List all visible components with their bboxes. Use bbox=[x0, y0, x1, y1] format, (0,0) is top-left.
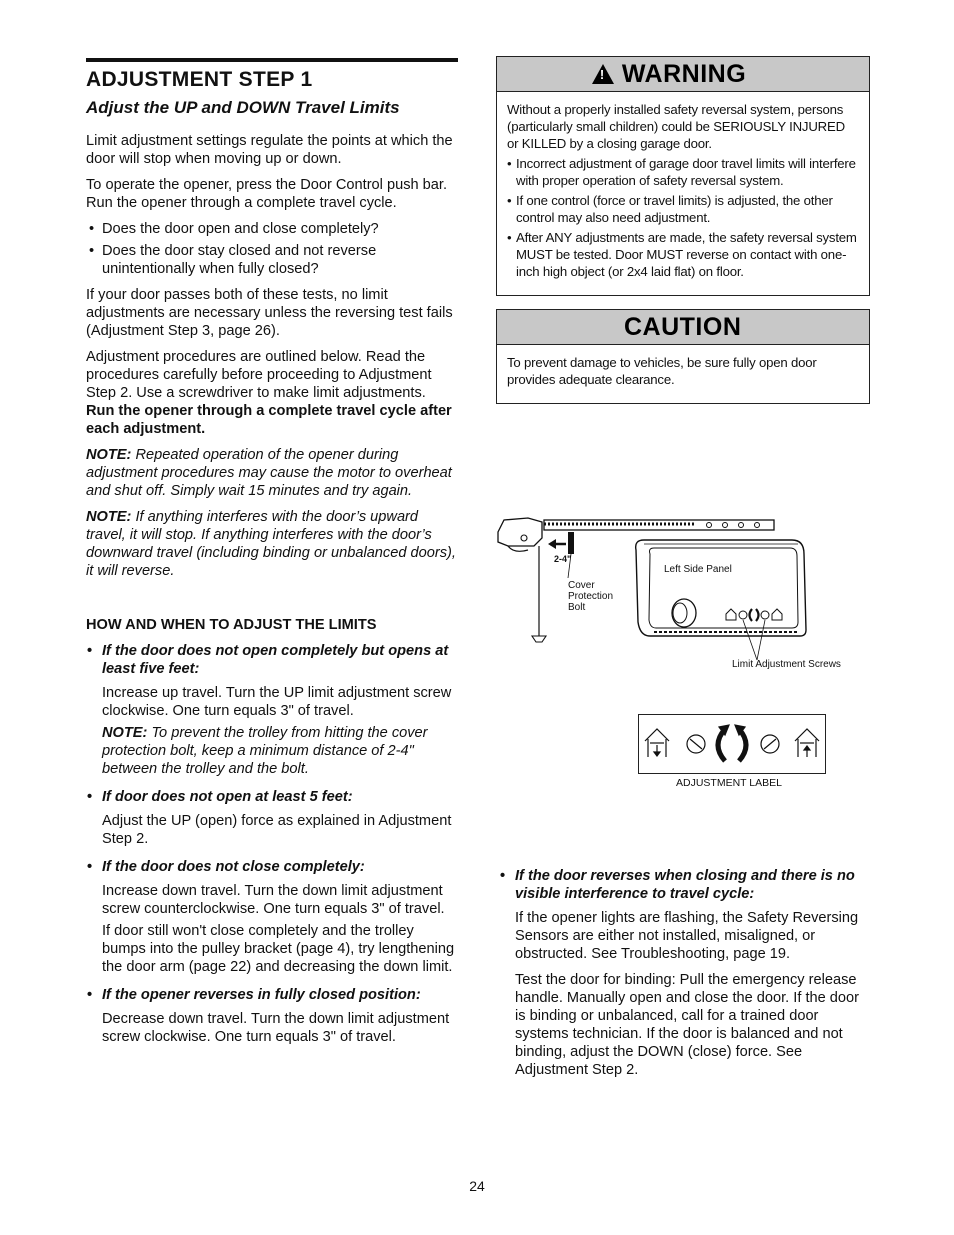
top-rule bbox=[86, 58, 458, 62]
case-1-note-text: To prevent the trolley from hitting the cover protection bolt, keep a minimum distance of 2-4" between the trolley and the bolt. bbox=[102, 725, 428, 777]
opener-illustration bbox=[494, 510, 874, 680]
adjustment-label-caption: ADJUSTMENT LABEL bbox=[676, 777, 782, 789]
case-1-text: Increase up travel. Turn the UP limit adjustment screw clockwise. One turn equals 3" of travel. bbox=[102, 685, 452, 719]
case-5-title: • If the door reverses when closing and there is no visible interference to travel cycle: bbox=[499, 867, 871, 903]
warning-item-2: • If one control (force or travel limits) is adjusted, the other control may also need adjustment. bbox=[507, 192, 859, 226]
up-screw-icon bbox=[761, 735, 779, 753]
test-item-2: • Does the door stay closed and not reverse unintentionally when fully closed? bbox=[86, 242, 458, 278]
motor-housing bbox=[636, 540, 806, 636]
intro-paragraph-2: To operate the opener, press the Door Control push bar. Run the opener through a complete travel cycle. bbox=[86, 177, 448, 211]
light-lens bbox=[672, 599, 696, 627]
note-2-text: If anything interferes with the door’s upward travel, it will stop. If anything interferes with the door’s downward travel (including binding or unbalanced doors), it will reverse. bbox=[86, 509, 456, 579]
up-house-icon bbox=[795, 729, 819, 757]
case-2-text: Adjust the UP (open) force as explained in Adjustment Step 2. bbox=[102, 813, 452, 847]
note-label: NOTE: bbox=[86, 509, 132, 525]
warning-body bbox=[497, 92, 869, 295]
adjustment-label-art bbox=[639, 715, 825, 773]
case-4-text: Decrease down travel. Turn the down limit adjustment screw clockwise. One turn equals 3" of travel. bbox=[102, 1011, 450, 1045]
note-1-text: Repeated operation of the opener during adjustment procedures may cause the motor to overheat and shut off. Simply wait 15 minutes and try again. bbox=[86, 447, 452, 499]
case-3-text-2: If door still won't close completely and the trolley bumps into the pulley bracket (page 4), try lengthening the door arm (page 22) and decreasing the down limit. bbox=[102, 923, 455, 975]
test-item-1: • Does the door open and close completely? bbox=[86, 220, 458, 238]
warning-lead: Without a properly installed safety reversal system, persons (particularly small children) could be SERIOUSLY INJURED or KILLED by a closing garage door. bbox=[507, 102, 845, 151]
caution-title: CAUTION bbox=[624, 312, 742, 341]
note-1 bbox=[86, 446, 458, 500]
counterclockwise-arrow-icon bbox=[718, 725, 729, 761]
caution-header bbox=[497, 310, 869, 345]
left-column bbox=[86, 58, 458, 1050]
note-label: NOTE: bbox=[102, 725, 148, 741]
note-label: NOTE: bbox=[86, 447, 132, 463]
subtitle: Adjust the UP and DOWN Travel Limits bbox=[86, 98, 400, 117]
caution-text: To prevent damage to vehicles, be sure fully open door provides adequate clearance. bbox=[507, 355, 817, 387]
screws-label: Limit Adjustment Screws bbox=[732, 659, 841, 670]
warning-triangle-icon: ! bbox=[592, 64, 614, 84]
warning-title: WARNING bbox=[621, 59, 747, 88]
case-3-title: • If the door does not close completely: bbox=[86, 858, 458, 876]
warning-item-1: • Incorrect adjustment of garage door travel limits will interfere with proper operation of safety reversal system. bbox=[507, 155, 859, 189]
case-2-title: • If door does not open at least 5 feet: bbox=[86, 788, 458, 806]
down-screw-icon bbox=[687, 735, 705, 753]
adjustment-label-box bbox=[638, 714, 826, 774]
down-house-icon bbox=[645, 729, 669, 757]
left-panel-label: Left Side Panel bbox=[664, 564, 732, 575]
case-1-note bbox=[86, 724, 458, 778]
cover-bolt-label: Cover Protection Bolt bbox=[568, 580, 614, 613]
clockwise-arrow-icon bbox=[735, 725, 746, 761]
caution-box bbox=[496, 309, 870, 404]
distance-label: 2-4" bbox=[554, 554, 572, 564]
rail bbox=[544, 520, 774, 530]
procedures-text: Adjustment procedures are outlined below. Read the procedures carefully before proceeding to Adjustment Step 2. Use a screwdriver to make limit adjustments. bbox=[86, 349, 432, 401]
case-4-title: • If the opener reverses in fully closed position: bbox=[86, 986, 458, 1004]
case-3-text: Increase down travel. Turn the down limit adjustment screw counterclockwise. One turn equals 3" of travel. bbox=[102, 883, 445, 917]
warning-box bbox=[496, 56, 870, 296]
note-2 bbox=[86, 508, 458, 580]
warning-header bbox=[497, 57, 869, 92]
cover-bolt bbox=[568, 532, 574, 554]
trolley bbox=[498, 518, 542, 546]
section-heading: HOW AND WHEN TO ADJUST THE LIMITS bbox=[86, 617, 377, 633]
release-handle bbox=[532, 636, 546, 642]
case-5-text-2: Test the door for binding: Pull the emergency release handle. Manually open and close the door. If the door is binding or unbalanced, call for a trained door systems technician. If the door is balanced and not binding, adjust the DOWN (close) force. See Adjustment Step 2. bbox=[515, 972, 860, 1078]
case-5-text: If the opener lights are flashing, the Safety Reversing Sensors are either not installed, misaligned, or obstructed. See Troubleshooting, page 19. bbox=[515, 910, 859, 962]
right-column bbox=[496, 56, 870, 417]
arrow-head bbox=[548, 539, 556, 549]
procedures-paragraph bbox=[86, 348, 458, 438]
intro-paragraph-1: Limit adjustment settings regulate the points at which the door will stop when moving up or down. bbox=[86, 133, 453, 167]
opener-figure bbox=[494, 510, 874, 680]
page-number: 24 bbox=[469, 1178, 485, 1194]
trolley-arm bbox=[508, 546, 528, 551]
procedures-bold: Run the opener through a complete travel cycle after each adjustment. bbox=[86, 403, 452, 437]
pass-paragraph: If your door passes both of these tests, no limit adjustments are necessary unless the reversing test fails (Adjustment Step 3, page 26). bbox=[86, 287, 453, 339]
warning-item-3: • After ANY adjustments are made, the safety reversal system MUST be tested. Door MUST reverse on contact with one-inch high object (or 2x4 laid flat) on floor. bbox=[507, 229, 859, 280]
case-1-title: • If the door does not open completely but opens at least five feet: bbox=[86, 642, 458, 678]
caution-body bbox=[497, 345, 869, 403]
page-title: ADJUSTMENT STEP 1 bbox=[86, 68, 313, 91]
right-column-lower bbox=[499, 867, 871, 1083]
